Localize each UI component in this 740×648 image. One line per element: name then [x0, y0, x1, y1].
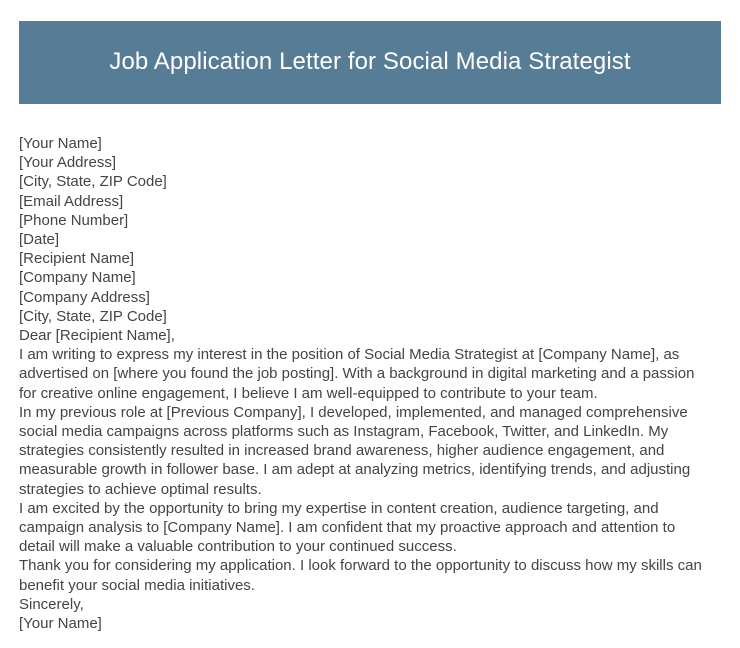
- sender-email: [Email Address]: [19, 192, 124, 210]
- body-paragraph-1: I am writing to express my interest in the position of Social Media Strategist at [Company Name], as advertised on [where you found the job posting]. With a background in digital marketing and a passion for creative online engagement, I believe I am well-equipped to contribute to your team.: [19, 346, 695, 402]
- document-header-banner: [19, 21, 721, 104]
- body-paragraph-4: Thank you for considering my application. I look forward to the opportunity to discuss how my skills can benefit your social media initiatives.: [19, 557, 702, 594]
- signature-name: [Your Name]: [19, 615, 102, 633]
- sender-city-state-zip: [City, State, ZIP Code]: [19, 173, 167, 191]
- body-paragraph-3: I am excited by the opportunity to bring my expertise in content creation, audience targeting, and campaign analysis to [Company Name]. I am confident that my proactive approach and attention to detail will make a valuable contribution to your continued success.: [19, 499, 676, 556]
- sender-phone: [Phone Number]: [19, 211, 129, 229]
- sender-name: [Your Name]: [19, 135, 102, 152]
- sender-address: [Your Address]: [19, 154, 117, 172]
- recipient-name: [Recipient Name]: [19, 250, 135, 268]
- closing: Sincerely,: [19, 595, 84, 613]
- body-paragraph-2: In my previous role at [Previous Company], I developed, implemented, and managed comprehensive social media campaigns across platforms such as Instagram, Facebook, Twitter, and LinkedIn. My strategies consistently resulted in increased brand awareness, higher audience engagement, and measurable growth in follower base. I am adept at analyzing metrics, identifying trends, and adjusting strategies to achieve optimal results.: [19, 403, 691, 498]
- recipient-city-state-zip: [City, State, ZIP Code]: [19, 307, 167, 325]
- salutation: Dear [Recipient Name],: [19, 327, 175, 345]
- letter-body: [19, 134, 707, 633]
- recipient-company-address: [Company Address]: [19, 288, 150, 306]
- page-title: Job Application Letter for Social Media Strategist: [109, 48, 631, 76]
- recipient-company-name: [Company Name]: [19, 269, 136, 287]
- letter-date: [Date]: [19, 231, 60, 249]
